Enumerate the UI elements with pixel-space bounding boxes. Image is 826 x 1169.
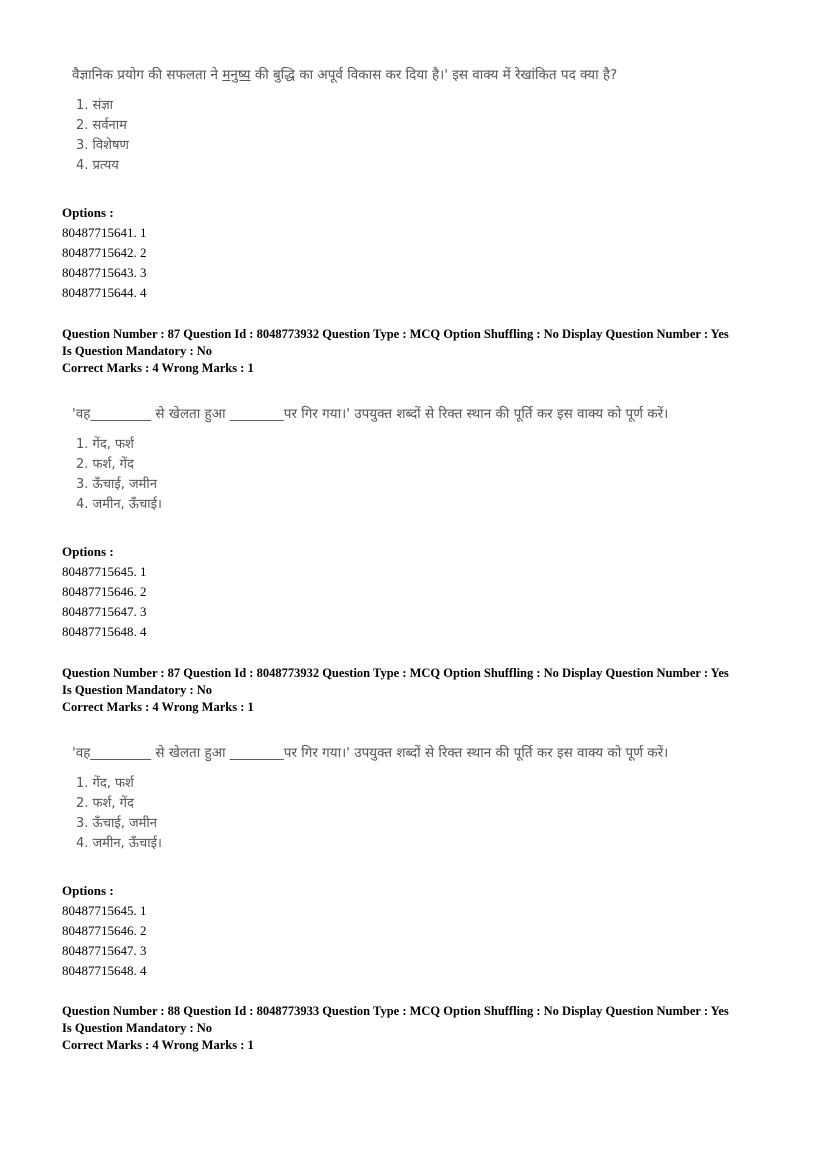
question-meta-line: Correct Marks : 4 Wrong Marks : 1 (62, 1038, 254, 1052)
option-row: 80487715648. 4 (62, 963, 147, 978)
option-row: 80487715648. 4 (62, 624, 147, 639)
options-title: Options : (62, 544, 114, 559)
question-image (62, 744, 702, 854)
option-row: 80487715644. 4 (62, 285, 147, 300)
options-title: Options : (62, 205, 114, 220)
question-meta-line: Question Number : 88 Question Id : 8048773933 Question Type : MCQ Option Shuffling : No Display Question Number : Yes (62, 1004, 729, 1018)
option-row: 80487715647. 3 (62, 943, 147, 958)
option-row: 80487715641. 1 (62, 225, 147, 240)
options-list (62, 203, 147, 303)
question-meta (62, 326, 782, 377)
options-list (62, 881, 147, 981)
choice-item: 2. फर्श, गेंद (76, 457, 134, 472)
options-title: Options : (62, 883, 114, 898)
options-list (62, 542, 147, 642)
option-row: 80487715645. 1 (62, 564, 147, 579)
choice-item: 3. ऊँचाई, जमीन (76, 477, 158, 492)
question-text: वैज्ञानिक प्रयोग की सफलता ने मनुष्य की बुद्धि का अपूर्व विकास कर दिया है।' इस वाक्य में रेखांकित पद क्या है? (72, 67, 618, 83)
underlined-word: मनुष्य (222, 67, 251, 83)
question-choices (62, 96, 702, 176)
choice-item: 3. विशेषण (76, 138, 129, 153)
option-row: 80487715646. 2 (62, 584, 147, 599)
question-meta-line: Question Number : 87 Question Id : 8048773932 Question Type : MCQ Option Shuffling : No Display Question Number : Yes (62, 666, 729, 680)
question-meta-line: Question Number : 87 Question Id : 8048773932 Question Type : MCQ Option Shuffling : No Display Question Number : Yes (62, 327, 729, 341)
question-choices (62, 774, 702, 854)
choice-item: 4. जमीन, ऊँचाई। (76, 836, 162, 851)
choice-item: 1. गेंद, फर्श (76, 776, 134, 791)
choice-item: 1. गेंद, फर्श (76, 437, 134, 452)
question-meta-line: Is Question Mandatory : No (62, 1021, 213, 1035)
question-meta (62, 665, 782, 716)
choice-item: 2. फर्श, गेंद (76, 796, 134, 811)
question-image (62, 66, 702, 176)
question-text: 'वह_________ से खेलता हुआ ________पर गिर गया।' उपयुक्त शब्दों से रिक्त स्थान की पूर्ति कर इस वाक्य को पूर्ण करें। (72, 745, 669, 761)
question-meta-line: Is Question Mandatory : No (62, 344, 213, 358)
question-choices (62, 435, 702, 515)
option-row: 80487715642. 2 (62, 245, 147, 260)
question-text: 'वह_________ से खेलता हुआ ________पर गिर गया।' उपयुक्त शब्दों से रिक्त स्थान की पूर्ति कर इस वाक्य को पूर्ण करें। (72, 406, 669, 422)
question-meta (62, 1003, 782, 1054)
choice-item: 4. प्रत्यय (76, 158, 119, 173)
question-image (62, 405, 702, 515)
choice-item: 3. ऊँचाई, जमीन (76, 816, 158, 831)
question-meta-line: Correct Marks : 4 Wrong Marks : 1 (62, 361, 254, 375)
choice-item: 1. संज्ञा (76, 98, 114, 113)
question-meta-line: Correct Marks : 4 Wrong Marks : 1 (62, 700, 254, 714)
option-row: 80487715646. 2 (62, 923, 147, 938)
choice-item: 4. जमीन, ऊँचाई। (76, 497, 162, 512)
option-row: 80487715643. 3 (62, 265, 147, 280)
choice-item: 2. सर्वनाम (76, 118, 127, 133)
option-row: 80487715645. 1 (62, 903, 147, 918)
question-meta-line: Is Question Mandatory : No (62, 683, 213, 697)
option-row: 80487715647. 3 (62, 604, 147, 619)
